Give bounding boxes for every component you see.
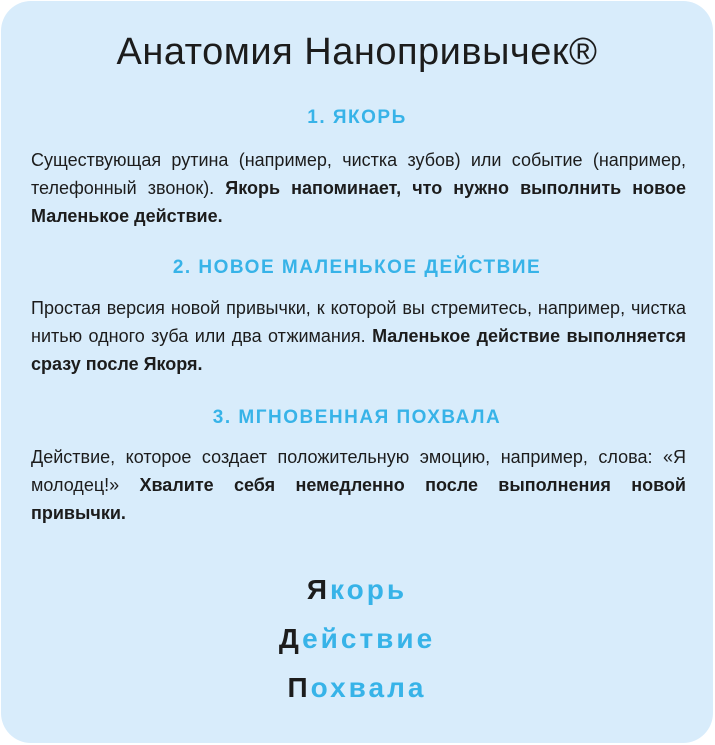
page-title: Анатомия Нанопривычек® bbox=[116, 31, 598, 73]
section-text-anchor-regular: Существующая рутина (например, чистка зубов) или событие (например, телефонный звонок). bbox=[31, 150, 686, 198]
mnemonic-action-first-letter: Д bbox=[278, 623, 303, 654]
section-text-praise-bold: Хвалите себя немедленно после выполнения новой привычки. bbox=[31, 475, 686, 523]
mnemonic-praise-first-letter: П bbox=[287, 672, 311, 703]
mnemonic-praise bbox=[1, 672, 713, 704]
mnemonic-anchor-rest: корь bbox=[330, 574, 408, 605]
mnemonic-action bbox=[1, 623, 713, 655]
section-text-action-regular: Простая версия новой привычки, к которой вы стремитесь, например, чистка нитью одного зуба или два отжимания. bbox=[31, 298, 686, 346]
section-heading-action: 2. НОВОЕ МАЛЕНЬКОЕ ДЕЙСТВИЕ bbox=[172, 257, 542, 278]
mnemonic-anchor bbox=[1, 574, 713, 606]
infographic-card bbox=[1, 1, 713, 743]
section-text-action bbox=[31, 294, 686, 378]
section-text-action-bold: Маленькое действие выполняется сразу после Якоря. bbox=[31, 326, 686, 374]
section-heading-anchor: 1. ЯКОРЬ bbox=[307, 107, 407, 128]
section-heading-praise: 3. МГНОВЕННАЯ ПОХВАЛА bbox=[212, 407, 502, 428]
section-text-praise-regular: Действие, которое создает положительную эмоцию, например, слова: «Я молодец!» bbox=[31, 447, 686, 495]
section-text-anchor bbox=[31, 146, 686, 230]
section-text-praise bbox=[31, 443, 686, 527]
mnemonic-action-rest: ействие bbox=[302, 623, 436, 654]
mnemonic-praise-rest: охвала bbox=[310, 672, 427, 703]
section-text-anchor-bold: Якорь напоминает, что нужно выполнить новое Маленькое действие. bbox=[31, 178, 686, 226]
mnemonic-anchor-first-letter: Я bbox=[306, 574, 331, 605]
